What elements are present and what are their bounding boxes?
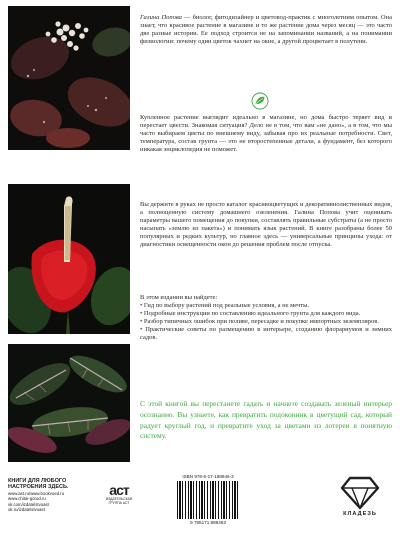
problem-paragraph: [140, 114, 392, 154]
footer-link[interactable]: www.ast.ru/www.bookvoed.ru: [8, 490, 65, 496]
kladez-crystal-icon: [340, 476, 380, 510]
features-heading: В этом издании вы найдете:: [140, 294, 218, 301]
author-name: Галина Попова: [140, 14, 182, 21]
list-item: • Гид по выбору растений под реальные условия, а не мечты.: [140, 302, 310, 310]
list-item: • Разбор типичных ошибок при поливе, пересадке и покупке импортных экземпляров.: [140, 318, 379, 326]
publisher-logo: [102, 483, 136, 505]
photo-calathea: [8, 344, 130, 462]
imprint-name: КЛАДЕЗЬ: [343, 511, 377, 517]
photo-begonia: [8, 6, 130, 150]
footer-link[interactable]: www.chitai-gorod.ru: [8, 496, 46, 502]
barcode: [177, 481, 239, 519]
footer-link[interactable]: vk.com/izdatelstvoast: [8, 501, 49, 507]
intro-paragraph: [140, 14, 392, 46]
features-list: [140, 302, 392, 342]
closing-paragraph: С этой книгой вы перестанете гадать и начнете создавать зеленый интерьер осознанно. Вы узнаете, как превратить подоконник в цветущий сад, который радует круглый год, и превратите уход за цветами из лотереи в понятную систему.: [140, 399, 392, 441]
publisher-mark: аст: [109, 482, 129, 498]
list-item: • Практические советы по размещению в интерьере, созданию флорариумов и зимних садов.: [140, 326, 392, 342]
footer-slogan-line1: КНИГИ ДЛЯ ЛЮБОГО: [8, 478, 67, 484]
photo-anthurium: [8, 184, 130, 334]
imprint-logo: [334, 476, 386, 517]
leaf-divider-icon: [251, 92, 269, 110]
barcode-block: [177, 474, 239, 525]
catalog-text: Вы держите в руках не просто каталог красивоцветущих и декоративнолиственных видов, а полноценную систему домашнего озеленения. Галина Попова учит оценивать параметры вашего помещения до покупки, составлять правильные субстраты (а не просто насыпать «землю из пакета») и понимать язык растений. В книге разобраны более 50 популярных и редких культур, но главное здесь — универсальные принципы ухода: от диагностики освещенности окон до решения проблем после отпуска.: [140, 201, 392, 249]
list-item: • Подробные инструкции по составлению идеального грунта для каждого вида.: [140, 310, 361, 318]
footer-slogan-line2: НАСТРОЕНИЯ ЗДЕСЬ.: [8, 484, 69, 491]
catalog-paragraph: [140, 201, 392, 250]
footer-slogan-block: [8, 478, 98, 513]
publisher-caption: ИЗДАТЕЛЬСКАЯ ГРУППА АСТ: [105, 497, 133, 505]
isbn-number: ISBN 978-5-17-188946-3: [182, 474, 234, 479]
footer-link[interactable]: ok.ru/izdatelstvoast: [8, 507, 45, 513]
features-list-section: [140, 294, 392, 343]
barcode-number: 9 785171 889463: [190, 520, 226, 525]
problem-text: Купленное растение выглядит идеально в магазине, но дома быстро теряет вид и перестает цвести. Знакомая ситуация? Дело не в том, что вам «не дано», а в том, что мы часто выбираем цветы по внешнему виду, забывая про их реальные потребности. Свет, температура, состав грунта — это не второстепенные детали, а фундамент, без которого никакая энциклопедия не поможет.: [140, 114, 392, 154]
intro-text: — биолог, фитодизайнер и цветовод-практик с многолетним опытом. Она знает, что красивое растение в магазине и то же растение дома через месяц — это часто две разные истории. Ее подход строится не на запоминании названий, а на понимании физиологии: почему один цветок чахнет на окне, а другой процветает в полутени.: [140, 14, 392, 46]
